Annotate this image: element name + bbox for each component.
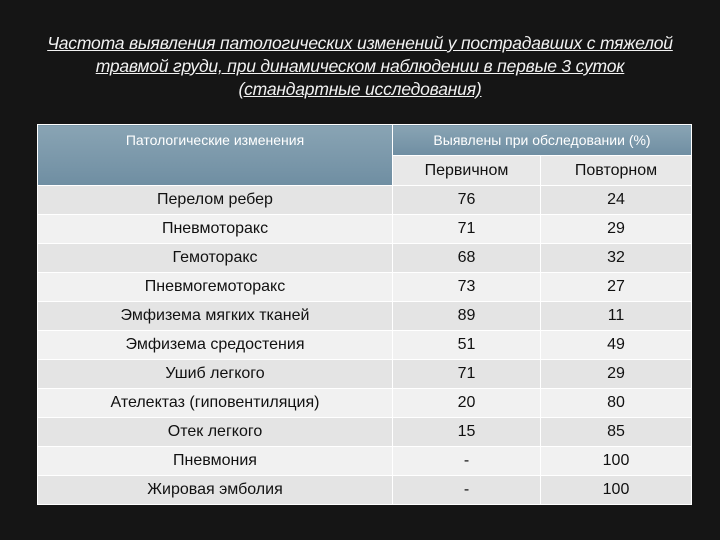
table-row <box>38 244 692 273</box>
header-repeat: Повторном <box>541 156 692 186</box>
table-row <box>38 215 692 244</box>
title-line-3: (стандартные исследования) <box>238 79 482 99</box>
findings-table <box>37 124 692 505</box>
row-repeat: 100 <box>541 476 692 505</box>
row-primary: 68 <box>393 244 541 273</box>
row-name: Пневмоторакс <box>38 215 393 244</box>
row-name: Пневмогемоторакс <box>38 273 393 302</box>
row-primary: 71 <box>393 360 541 389</box>
row-repeat: 24 <box>541 186 692 215</box>
header-primary: Первичном <box>393 156 541 186</box>
header-pathology: Патологические изменения <box>38 125 393 186</box>
table-row <box>38 331 692 360</box>
row-name: Перелом ребер <box>38 186 393 215</box>
row-name: Отек легкого <box>38 418 393 447</box>
table-row <box>38 476 692 505</box>
title-line-1: Частота выявления патологических изменений у пострадавших с тяжелой <box>47 33 673 53</box>
slide-title <box>20 32 700 101</box>
header-detected-group: Выявлены при обследовании (%) <box>393 125 692 156</box>
table-row <box>38 360 692 389</box>
table-row <box>38 273 692 302</box>
row-repeat: 80 <box>541 389 692 418</box>
row-primary: 73 <box>393 273 541 302</box>
row-repeat: 100 <box>541 447 692 476</box>
row-name: Ушиб легкого <box>38 360 393 389</box>
row-primary: - <box>393 447 541 476</box>
row-repeat: 11 <box>541 302 692 331</box>
row-name: Ателектаз (гиповентиляция) <box>38 389 393 418</box>
row-primary: 15 <box>393 418 541 447</box>
row-primary: 76 <box>393 186 541 215</box>
row-name: Пневмония <box>38 447 393 476</box>
row-primary: - <box>393 476 541 505</box>
row-primary: 71 <box>393 215 541 244</box>
table-row <box>38 447 692 476</box>
row-name: Эмфизема средостения <box>38 331 393 360</box>
table-row <box>38 302 692 331</box>
row-name: Гемоторакс <box>38 244 393 273</box>
row-repeat: 29 <box>541 215 692 244</box>
row-repeat: 32 <box>541 244 692 273</box>
row-name: Жировая эмболия <box>38 476 393 505</box>
row-primary: 51 <box>393 331 541 360</box>
table-row <box>38 186 692 215</box>
title-line-2: травмой груди, при динамическом наблюдении в первые 3 суток <box>95 56 625 76</box>
row-repeat: 29 <box>541 360 692 389</box>
row-name: Эмфизема мягких тканей <box>38 302 393 331</box>
table-row <box>38 389 692 418</box>
row-repeat: 85 <box>541 418 692 447</box>
row-primary: 20 <box>393 389 541 418</box>
row-repeat: 27 <box>541 273 692 302</box>
table-row <box>38 418 692 447</box>
row-repeat: 49 <box>541 331 692 360</box>
row-primary: 89 <box>393 302 541 331</box>
